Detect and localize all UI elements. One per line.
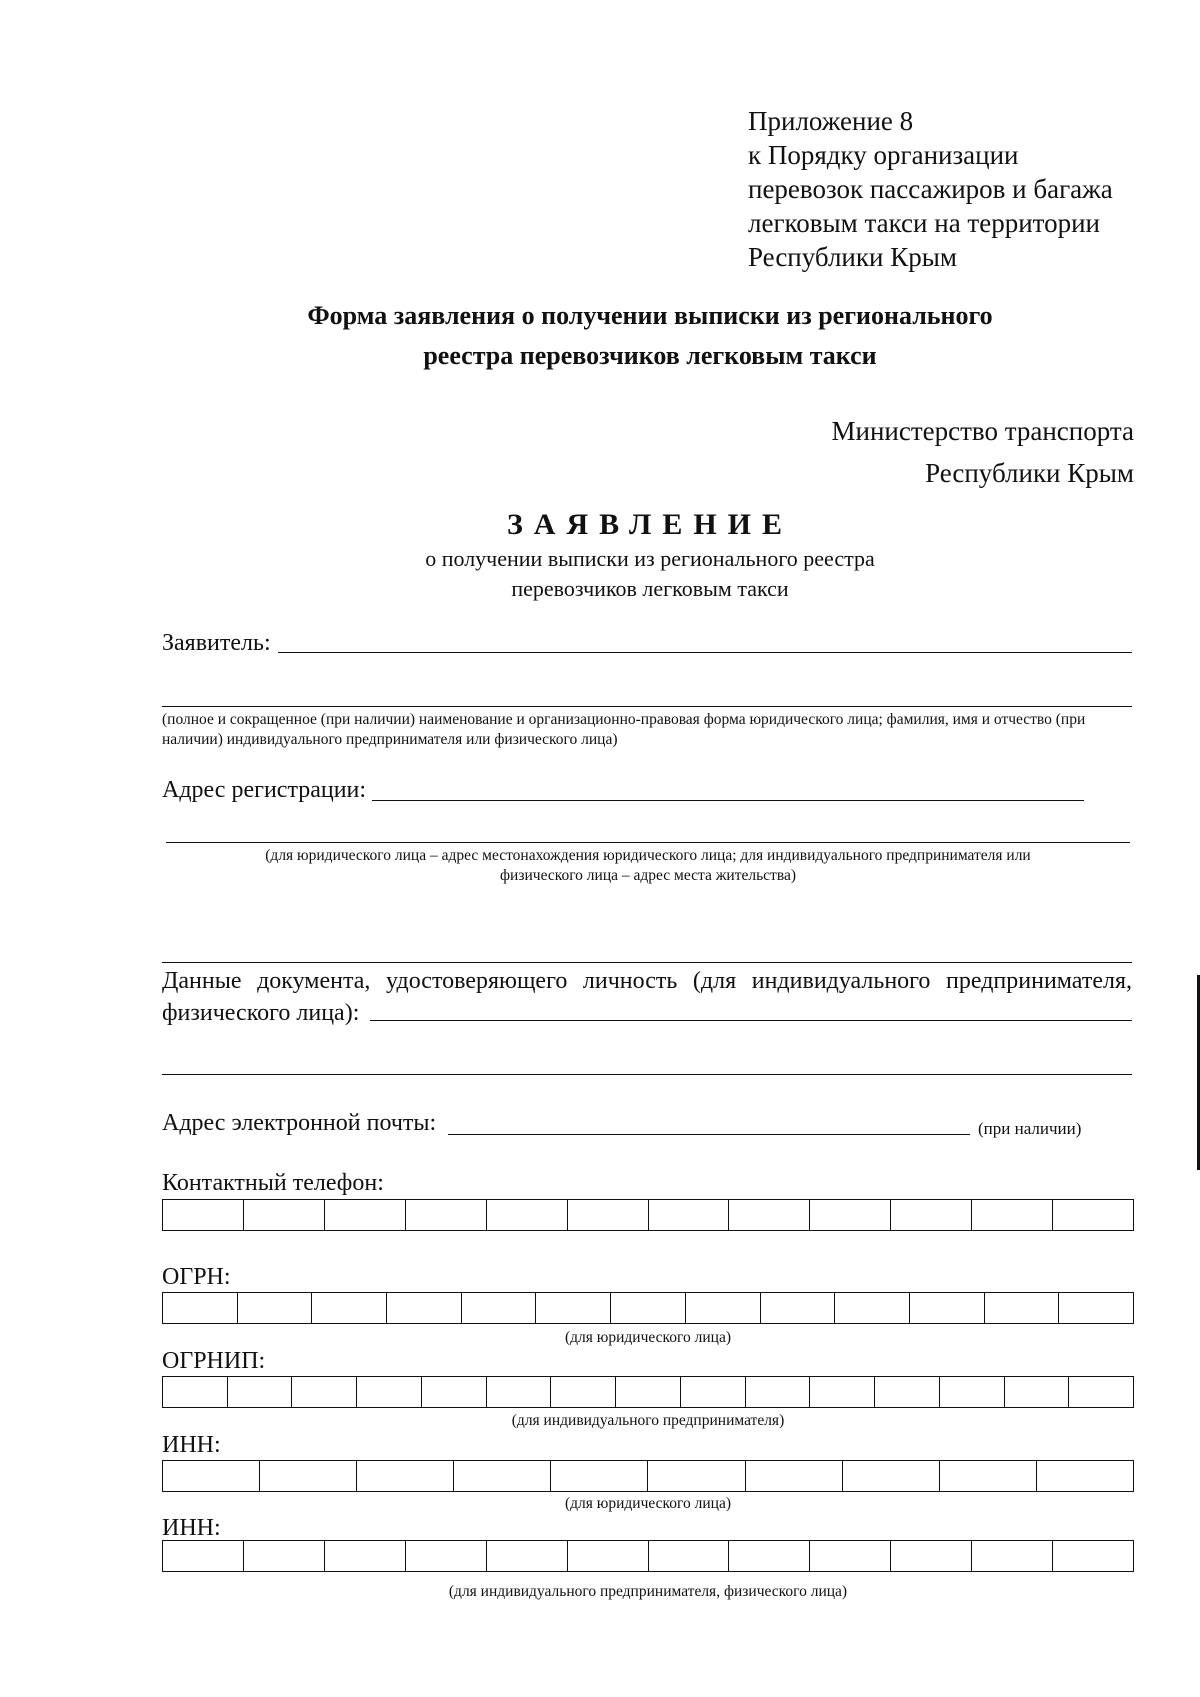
digit-cell[interactable] xyxy=(611,1293,686,1323)
digit-cell[interactable] xyxy=(406,1200,487,1230)
digit-cell[interactable] xyxy=(1053,1200,1133,1230)
addressee-line: Министерство транспорта xyxy=(831,416,1134,446)
inn-individual-note: (для индивидуального предпринимателя, физического лица) xyxy=(448,1583,848,1600)
digit-cell[interactable] xyxy=(163,1377,228,1407)
digit-cell[interactable] xyxy=(357,1377,422,1407)
form-title-line: реестра перевозчиков легковым такси xyxy=(423,341,877,370)
digit-cell[interactable] xyxy=(746,1461,843,1491)
appendix-line: перевозок пассажиров и багажа xyxy=(748,174,1113,204)
email-field[interactable] xyxy=(448,1134,970,1135)
statement-subheading xyxy=(0,544,1200,604)
digit-cell[interactable] xyxy=(746,1377,811,1407)
digit-cell[interactable] xyxy=(292,1377,357,1407)
inn-individual-label: ИНН: xyxy=(162,1515,221,1541)
digit-cell[interactable] xyxy=(163,1293,238,1323)
digit-cell[interactable] xyxy=(1005,1377,1070,1407)
digit-cell[interactable] xyxy=(487,1541,568,1571)
digit-cell[interactable] xyxy=(648,1461,745,1491)
ogrnip-grid[interactable] xyxy=(162,1376,1134,1408)
digit-cell[interactable] xyxy=(910,1293,985,1323)
form-title-line: Форма заявления о получении выписки из регионального xyxy=(307,301,993,330)
email-label: Адрес электронной почты: xyxy=(162,1110,437,1136)
digit-cell[interactable] xyxy=(843,1461,940,1491)
digit-cell[interactable] xyxy=(244,1541,325,1571)
digit-cell[interactable] xyxy=(686,1293,761,1323)
digit-cell[interactable] xyxy=(551,1461,648,1491)
appendix-reference xyxy=(748,104,1113,274)
extra-field-line[interactable] xyxy=(162,962,1132,963)
digit-cell[interactable] xyxy=(940,1377,1005,1407)
digit-cell[interactable] xyxy=(1069,1377,1133,1407)
digit-cell[interactable] xyxy=(244,1200,325,1230)
digit-cell[interactable] xyxy=(568,1200,649,1230)
digit-cell[interactable] xyxy=(891,1541,972,1571)
digit-cell[interactable] xyxy=(649,1541,730,1571)
digit-cell[interactable] xyxy=(325,1200,406,1230)
email-note: (при наличии) xyxy=(978,1119,1082,1138)
digit-cell[interactable] xyxy=(487,1200,568,1230)
digit-cell[interactable] xyxy=(454,1461,551,1491)
digit-cell[interactable] xyxy=(325,1541,406,1571)
statement-subheading-line: о получении выписки из регионального реестра xyxy=(425,546,875,571)
digit-cell[interactable] xyxy=(163,1200,244,1230)
digit-cell[interactable] xyxy=(616,1377,681,1407)
digit-cell[interactable] xyxy=(357,1461,454,1491)
identity-document-field[interactable] xyxy=(370,1020,1132,1021)
identity-document-label: Данные документа, удостоверяющего личность (для индивидуального предпринимателя, xyxy=(162,968,1132,994)
digit-cell[interactable] xyxy=(551,1377,616,1407)
digit-cell[interactable] xyxy=(487,1377,552,1407)
appendix-line: легковым такси на территории xyxy=(748,208,1101,238)
applicant-note: (полное и сокращенное (при наличии) наименование и организационно-правовая форма юридического лица; фамилия, имя и отчество (при наличии) индивидуального предпринимателя или физического лица) xyxy=(162,711,1086,748)
digit-cell[interactable] xyxy=(1059,1293,1133,1323)
registration-address-label: Адрес регистрации: xyxy=(162,777,367,803)
digit-cell[interactable] xyxy=(536,1293,611,1323)
digit-cell[interactable] xyxy=(260,1461,357,1491)
identity-document-label-cont: физического лица): xyxy=(162,1000,360,1026)
digit-cell[interactable] xyxy=(462,1293,537,1323)
phone-grid[interactable] xyxy=(162,1199,1134,1231)
ogrn-grid[interactable] xyxy=(162,1292,1134,1324)
ogrnip-label: ОГРНИП: xyxy=(162,1348,266,1374)
digit-cell[interactable] xyxy=(238,1293,313,1323)
inn-legal-label: ИНН: xyxy=(162,1432,221,1458)
appendix-line: Республики Крым xyxy=(748,242,957,272)
digit-cell[interactable] xyxy=(163,1541,244,1571)
digit-cell[interactable] xyxy=(940,1461,1037,1491)
identity-document-field-continuation[interactable] xyxy=(162,1074,1132,1075)
digit-cell[interactable] xyxy=(568,1541,649,1571)
applicant-field[interactable] xyxy=(278,652,1132,653)
applicant-label: Заявитель: xyxy=(162,630,271,656)
digit-cell[interactable] xyxy=(1053,1541,1133,1571)
registration-address-note xyxy=(166,846,1130,886)
digit-cell[interactable] xyxy=(972,1200,1053,1230)
registration-address-field-continuation[interactable] xyxy=(166,842,1130,843)
applicant-field-continuation[interactable] xyxy=(162,706,1132,707)
digit-cell[interactable] xyxy=(1037,1461,1133,1491)
ogrnip-note: (для индивидуального предпринимателя) xyxy=(511,1412,785,1429)
registration-address-field[interactable] xyxy=(372,800,1084,801)
digit-cell[interactable] xyxy=(891,1200,972,1230)
digit-cell[interactable] xyxy=(163,1461,260,1491)
digit-cell[interactable] xyxy=(681,1377,746,1407)
digit-cell[interactable] xyxy=(406,1541,487,1571)
registration-address-note-line: физического лица – адрес места жительства) xyxy=(500,867,796,884)
inn-legal-note: (для юридического лица) xyxy=(565,1495,731,1512)
digit-cell[interactable] xyxy=(649,1200,730,1230)
inn-individual-grid[interactable] xyxy=(162,1540,1134,1572)
addressee-line: Республики Крым xyxy=(925,458,1134,488)
form-title xyxy=(0,296,1200,376)
ogrn-label: ОГРН: xyxy=(162,1264,231,1290)
inn-legal-grid[interactable] xyxy=(162,1460,1134,1492)
digit-cell[interactable] xyxy=(422,1377,487,1407)
digit-cell[interactable] xyxy=(835,1293,910,1323)
phone-label: Контактный телефон: xyxy=(162,1170,384,1196)
statement-heading: ЗАЯВЛЕНИЕ xyxy=(506,508,794,541)
digit-cell[interactable] xyxy=(810,1200,891,1230)
digit-cell[interactable] xyxy=(810,1377,875,1407)
digit-cell[interactable] xyxy=(729,1541,810,1571)
addressee xyxy=(832,410,1134,494)
ogrn-note: (для юридического лица) xyxy=(565,1329,731,1346)
digit-cell[interactable] xyxy=(228,1377,293,1407)
digit-cell[interactable] xyxy=(972,1541,1053,1571)
digit-cell[interactable] xyxy=(387,1293,462,1323)
appendix-line: к Порядку организации xyxy=(748,140,1019,170)
statement-subheading-line: перевозчиков легковым такси xyxy=(511,576,789,601)
registration-address-note-line: (для юридического лица – адрес местонахождения юридического лица; для индивидуального предпринимателя или xyxy=(265,847,1031,864)
digit-cell[interactable] xyxy=(312,1293,387,1323)
digit-cell[interactable] xyxy=(985,1293,1060,1323)
digit-cell[interactable] xyxy=(729,1200,810,1230)
digit-cell[interactable] xyxy=(810,1541,891,1571)
appendix-line: Приложение 8 xyxy=(748,106,914,136)
digit-cell[interactable] xyxy=(761,1293,836,1323)
digit-cell[interactable] xyxy=(875,1377,940,1407)
